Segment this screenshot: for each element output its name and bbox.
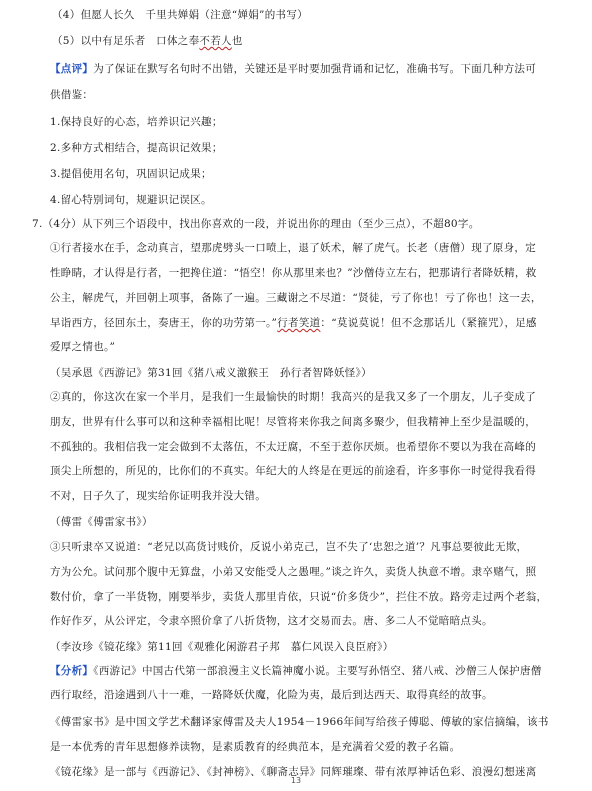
- analysis-line: [50, 688, 493, 702]
- question-7-stem: [32, 217, 480, 231]
- passage-2-line: [50, 489, 266, 503]
- comment-line-2: [50, 88, 93, 102]
- passage-text: ②真的，你这次在家一个半月，是我们一生最愉快的时期！我高兴的是我又多了一个朋友，儿子变成了: [50, 391, 536, 403]
- answer-5-part-a: （5）以中有足乐者 口体之奉: [52, 35, 200, 47]
- comment-line-1: [50, 62, 536, 76]
- analysis-text: 《西游记》中国古代第一部浪漫主义长篇神魔小说。主要写孙悟空、猪八戒、沙僧三人保护唐僧: [93, 665, 542, 677]
- tip-text: 2.多种方式相结合，提高识记效果；: [50, 142, 223, 154]
- source-text: （李汝珍《镜花缘》第11回《观雅化闲游君子邦 慕仁风误入良臣府》）: [50, 641, 394, 653]
- passage-text: 爱厚之情也。”: [50, 341, 116, 353]
- passage-text: ：“莫说莫说！但不念那话儿（紧箍咒），足感: [320, 317, 537, 329]
- passage-text: 作好作歹，从公评定，令隶卒照价拿了八折货物，这才交易而去。唐、多二人不觉暗暗点头。: [50, 615, 493, 627]
- question-stem-text: （4分）从下列三个语段中，找出你喜欢的一段，并说出你的理由（至少三点），不超80字。: [42, 218, 480, 230]
- passage-text: 朋友，世界有什么事可以和这种幸福相比呢！尽管将来你我之间离多聚少，但我精神上至少是温暖的，: [50, 416, 536, 428]
- comment-text-2: 供借鉴：: [50, 89, 94, 101]
- passage-3-source: [50, 640, 394, 654]
- analysis-line-1: [50, 664, 542, 678]
- tip-text: 1.保持良好的心态，培养识记兴趣；: [50, 116, 223, 128]
- passage-1-line: [50, 241, 536, 255]
- tip-text: 4.留心特别词句，规避识记误区。: [50, 194, 212, 206]
- passage-text: 不孤独的。我相信我一定会做到不太落伍，不太迂腐，不至于惹你厌烦。也希望你不要以为我在高峰的: [50, 441, 536, 453]
- passage-1-source: [50, 366, 372, 380]
- analysis-text: 是一本优秀的青年思想修养读物，是素质教育的经典范本，是充满着父爱的教子名篇。: [50, 741, 461, 753]
- passage-3-line: [50, 540, 527, 554]
- comment-tag: 【点评】: [50, 63, 94, 75]
- passage-2-line: [50, 415, 536, 429]
- passage-text: 顶尖上所想的，所见的，比你们的不真实。年纪大的人终是在更远的前途看，许多事你一时觉得我看得: [50, 465, 536, 477]
- answer-4-text: （4）但愿人长久 千里共婵娟（注意“婵娟”的书写）: [52, 9, 308, 21]
- passage-2-line: [50, 464, 536, 478]
- analysis-line: [50, 740, 460, 754]
- passage-text: 性睁睛，才认得是行者，一把搀住道：“悟空！你从那里来也？”沙僧侍立左右，把那请行者降妖精，救: [50, 267, 537, 279]
- passage-text: ①行者接水在手，念动真言，望那虎劈头一口喷上，退了妖术，解了虎气。长老（唐僧）现了原身，定: [50, 242, 536, 254]
- passage-3-line: [50, 565, 536, 579]
- analysis-text: 《傅雷家书》是中国文学艺术翻译家傅雷及夫人1954－1966年间写给孩子傅聪、傅敏的家信摘编，该书: [50, 716, 549, 728]
- passage-text: 数付价，拿了一半货物，刚要举步，卖货人那里肯依，只说“价多货少”，拦住不放。路旁走过两个老翁，: [50, 591, 548, 603]
- tip-item: [50, 115, 223, 129]
- passage-3-line: [50, 614, 493, 628]
- analysis-text: 《镜花缘》是一部与《西游记》、《封神榜》、《聊斋志异》同辉璀璨、带有浓厚神话色彩、浪漫幻想迷离: [50, 766, 537, 778]
- source-text: （傅雷《傅雷家书》）: [50, 516, 153, 528]
- tip-text: 3.提倡使用名句，巩固识记成果；: [50, 168, 212, 180]
- analysis-text: 西行取经，沿途遇到八十一难，一路降妖伏魔，化险为夷，最后到达西天、取得真经的故事。: [50, 689, 493, 701]
- prev-answer-5: [52, 34, 243, 48]
- comment-text-1: 为了保证在默写名句时不出错，关键还是平时要加强背诵和记忆，准确书写。下面几种方法可: [93, 63, 537, 75]
- passage-2-line: [50, 440, 536, 454]
- passage-2-source: [50, 515, 153, 529]
- question-number: 7.: [32, 218, 43, 230]
- answer-5-underlined: 不若人: [199, 35, 232, 47]
- page-number: 13: [290, 776, 302, 785]
- analysis-tag: 【分析】: [50, 665, 94, 677]
- passage-text: ③只听隶卒又说道：“老兄以高货讨贱价，反说小弟克己，岂不失了‘忠恕之道’？凡事总要彼此无欺，: [50, 541, 528, 553]
- passage-text: 早诣西方，径回东土，奏唐王，你的功劳第一。”: [50, 317, 278, 329]
- passage-1-line: [50, 266, 537, 280]
- analysis-line: [50, 715, 549, 729]
- passage-1-line: [50, 291, 542, 305]
- answer-5-part-c: 也: [231, 35, 243, 47]
- passage-text: 不对，日子久了，现实给你证明我并没大错。: [50, 490, 266, 502]
- passage-1-line: [50, 316, 537, 330]
- passage-2-line: [50, 390, 536, 404]
- tip-item: [50, 141, 223, 155]
- passage-text: 方为公允。试问那个腹中无算盘，小弟又安能受人之愚哩。”谈之许久，卖货人执意不增。隶卒赌气，照: [50, 566, 537, 578]
- tip-item: [50, 193, 212, 207]
- passage-1-line: [50, 340, 115, 354]
- passage-underlined: 行者笑道: [277, 317, 321, 329]
- source-text: （吴承恩《西游记》第31回《猪八戒义激猴王 孙行者智降妖怪》）: [50, 367, 372, 379]
- passage-3-line: [50, 590, 547, 604]
- prev-answer-4: [52, 8, 308, 22]
- tip-item: [50, 167, 212, 181]
- passage-text: 公主，解虎气，并回朝上项事，备陈了一遍。三藏谢之不尽道：“贤徒，亏了你也！亏了你也！这一去，: [50, 292, 542, 304]
